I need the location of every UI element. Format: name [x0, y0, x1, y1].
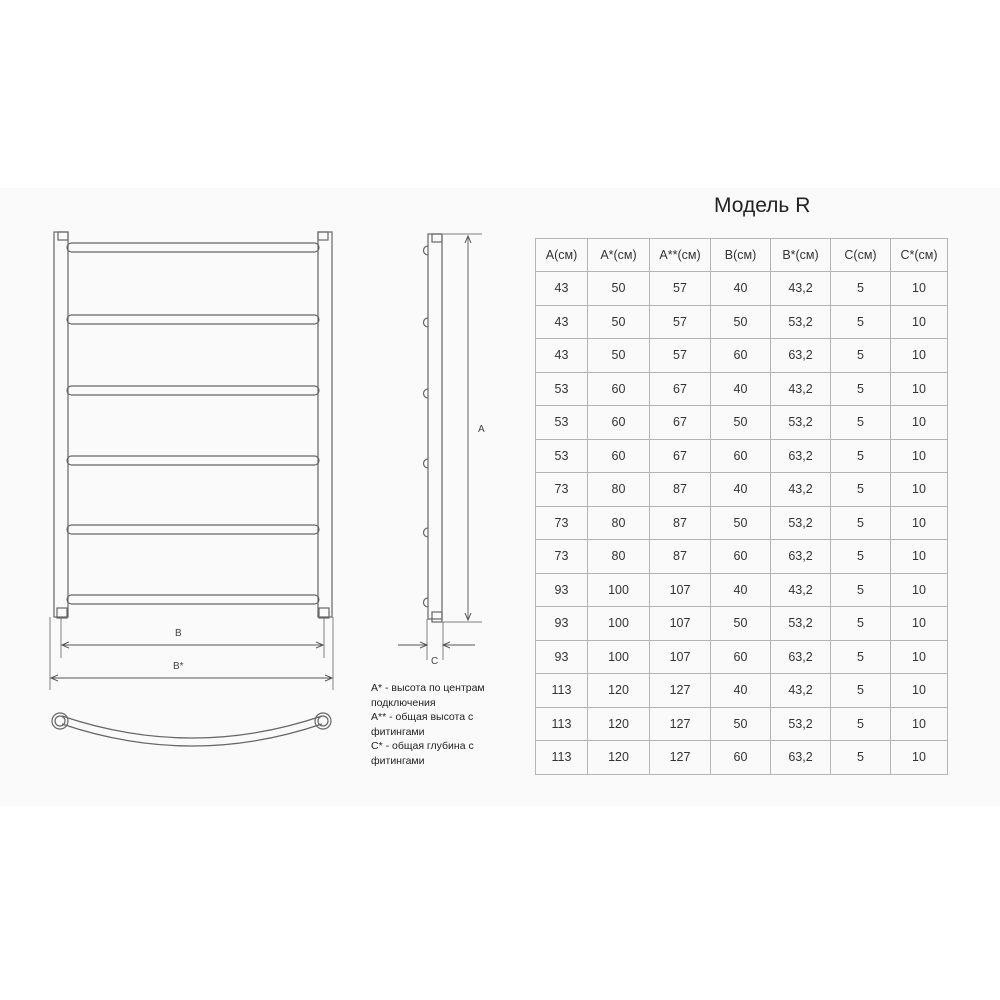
table-cell: 100 [588, 573, 650, 607]
table-header [536, 239, 948, 272]
table-cell: 80 [588, 540, 650, 574]
table-cell: 5 [831, 707, 891, 741]
table-cell: 127 [650, 707, 711, 741]
side-rung-profile [424, 389, 429, 398]
rung [67, 243, 319, 252]
dimension-b-star-label: B* [173, 661, 184, 672]
table-cell: 113 [536, 741, 588, 775]
table-cell: 113 [536, 707, 588, 741]
table-body [536, 272, 948, 775]
table-cell: 5 [831, 640, 891, 674]
table-cell: 127 [650, 674, 711, 708]
side-view [424, 234, 444, 660]
legend-c-star: C* - общая глубина с фитингами [371, 740, 474, 767]
side-rung-profile [424, 318, 429, 327]
dimension-b-label: B [175, 628, 182, 639]
table-cell: 10 [891, 473, 948, 507]
table-cell: 50 [711, 707, 771, 741]
table-cell: 107 [650, 640, 711, 674]
table-cell: 63,2 [771, 741, 831, 775]
table-cell: 63,2 [771, 439, 831, 473]
table-cell: 5 [831, 372, 891, 406]
table-cell: 40 [711, 372, 771, 406]
legend-a-star: A* - высота по центрам подключения [371, 682, 485, 709]
table-row [536, 406, 948, 440]
table-cell: 43,2 [771, 473, 831, 507]
table-cell: 63,2 [771, 640, 831, 674]
table-cell: 127 [650, 741, 711, 775]
table-cell: 63,2 [771, 339, 831, 373]
table-cell: 10 [891, 372, 948, 406]
right-post-cap [318, 232, 328, 240]
dimension-c-label: C [431, 656, 439, 667]
table-cell: 50 [588, 339, 650, 373]
table-cell: 5 [831, 339, 891, 373]
table-row [536, 707, 948, 741]
legend [371, 681, 521, 768]
table-cell: 50 [711, 305, 771, 339]
table-row [536, 272, 948, 306]
table-row [536, 540, 948, 574]
table-cell: 10 [891, 406, 948, 440]
table-cell: 63,2 [771, 540, 831, 574]
table-cell: 5 [831, 506, 891, 540]
table-cell: 73 [536, 506, 588, 540]
model-title: Модель R [714, 194, 811, 217]
top-view [52, 713, 331, 746]
table-cell: 50 [588, 272, 650, 306]
table-cell: 40 [711, 674, 771, 708]
table-cell: 5 [831, 573, 891, 607]
column-header: B*(см) [771, 239, 831, 272]
table-cell: 53,2 [771, 305, 831, 339]
table-cell: 100 [588, 607, 650, 641]
table-cell: 57 [650, 305, 711, 339]
table-cell: 100 [588, 640, 650, 674]
table-cell: 43,2 [771, 372, 831, 406]
table-cell: 53,2 [771, 607, 831, 641]
column-header: B(см) [711, 239, 771, 272]
table-cell: 10 [891, 640, 948, 674]
table-cell: 10 [891, 707, 948, 741]
table-cell: 5 [831, 540, 891, 574]
column-header: C*(см) [891, 239, 948, 272]
table-cell: 73 [536, 473, 588, 507]
table-cell: 50 [711, 406, 771, 440]
table-cell: 87 [650, 506, 711, 540]
table-cell: 60 [588, 439, 650, 473]
rung [67, 456, 319, 465]
table-cell: 5 [831, 272, 891, 306]
table-cell: 80 [588, 506, 650, 540]
table-cell: 107 [650, 607, 711, 641]
table-cell: 120 [588, 674, 650, 708]
table-cell: 57 [650, 339, 711, 373]
table-cell: 53,2 [771, 406, 831, 440]
side-post-cap [432, 234, 442, 242]
table-cell: 57 [650, 272, 711, 306]
side-rung-profile [424, 246, 429, 255]
table-cell: 10 [891, 506, 948, 540]
table-cell: 60 [711, 540, 771, 574]
table-cell: 10 [891, 339, 948, 373]
column-header: A**(см) [650, 239, 711, 272]
table-row [536, 573, 948, 607]
table-cell: 10 [891, 272, 948, 306]
table-cell: 43 [536, 339, 588, 373]
height-dimension [443, 234, 482, 622]
header-row [536, 239, 948, 272]
side-rung-profile [424, 528, 429, 537]
table-cell: 67 [650, 439, 711, 473]
table-cell: 60 [588, 406, 650, 440]
rung [67, 386, 319, 395]
column-header: C(см) [831, 239, 891, 272]
width-dimensions [51, 645, 332, 678]
table-cell: 40 [711, 272, 771, 306]
table-cell: 5 [831, 305, 891, 339]
table-row [536, 506, 948, 540]
table-row [536, 372, 948, 406]
table-cell: 60 [711, 741, 771, 775]
table-cell: 67 [650, 372, 711, 406]
column-header: A*(см) [588, 239, 650, 272]
table-cell: 10 [891, 540, 948, 574]
table-cell: 80 [588, 473, 650, 507]
table-cell: 40 [711, 573, 771, 607]
table-cell: 10 [891, 305, 948, 339]
table-cell: 10 [891, 607, 948, 641]
table-row [536, 305, 948, 339]
left-post-cap [58, 232, 68, 240]
table-row [536, 674, 948, 708]
table-cell: 87 [650, 473, 711, 507]
rung [67, 595, 319, 604]
side-fitting [432, 612, 442, 622]
table-cell: 5 [831, 741, 891, 775]
table-cell: 43 [536, 272, 588, 306]
table-row [536, 640, 948, 674]
table-cell: 53,2 [771, 707, 831, 741]
table-cell: 50 [711, 506, 771, 540]
table-cell: 43,2 [771, 674, 831, 708]
left-post [54, 232, 68, 617]
table-cell: 10 [891, 741, 948, 775]
table-cell: 5 [831, 674, 891, 708]
table-cell: 53 [536, 439, 588, 473]
rung [67, 525, 319, 534]
table-cell: 53,2 [771, 506, 831, 540]
legend-a-double-star: A** - общая высота с фитингами [371, 711, 474, 738]
table-cell: 53 [536, 372, 588, 406]
table-cell: 93 [536, 573, 588, 607]
table-cell: 50 [588, 305, 650, 339]
table-row [536, 607, 948, 641]
table-cell: 67 [650, 406, 711, 440]
table-row [536, 339, 948, 373]
rung [67, 315, 319, 324]
table-cell: 43,2 [771, 573, 831, 607]
top-view-right-post-inner [318, 716, 328, 726]
side-rung-profile [424, 598, 429, 607]
table-cell: 5 [831, 473, 891, 507]
table-cell: 40 [711, 473, 771, 507]
table-cell: 60 [711, 640, 771, 674]
table-cell: 43 [536, 305, 588, 339]
table-cell: 87 [650, 540, 711, 574]
table-cell: 53 [536, 406, 588, 440]
front-view [50, 232, 333, 690]
table-cell: 93 [536, 640, 588, 674]
dimensions-table [535, 238, 948, 775]
table-cell: 5 [831, 406, 891, 440]
table-row [536, 473, 948, 507]
table-cell: 10 [891, 573, 948, 607]
table-cell: 120 [588, 707, 650, 741]
right-post [318, 232, 332, 617]
side-rung-profile [424, 459, 429, 468]
table-cell: 10 [891, 674, 948, 708]
table-cell: 50 [711, 607, 771, 641]
table-cell: 5 [831, 607, 891, 641]
table-cell: 107 [650, 573, 711, 607]
table-row [536, 741, 948, 775]
table-cell: 10 [891, 439, 948, 473]
top-view-left-post-inner [55, 716, 65, 726]
table-cell: 60 [711, 339, 771, 373]
table-row [536, 439, 948, 473]
dimension-a-label: A [478, 424, 485, 435]
table-cell: 5 [831, 439, 891, 473]
table-cell: 120 [588, 741, 650, 775]
table-cell: 60 [588, 372, 650, 406]
side-post [428, 234, 442, 619]
table-cell: 60 [711, 439, 771, 473]
table-cell: 93 [536, 607, 588, 641]
column-header: A(см) [536, 239, 588, 272]
table-cell: 43,2 [771, 272, 831, 306]
table-cell: 113 [536, 674, 588, 708]
table-cell: 73 [536, 540, 588, 574]
